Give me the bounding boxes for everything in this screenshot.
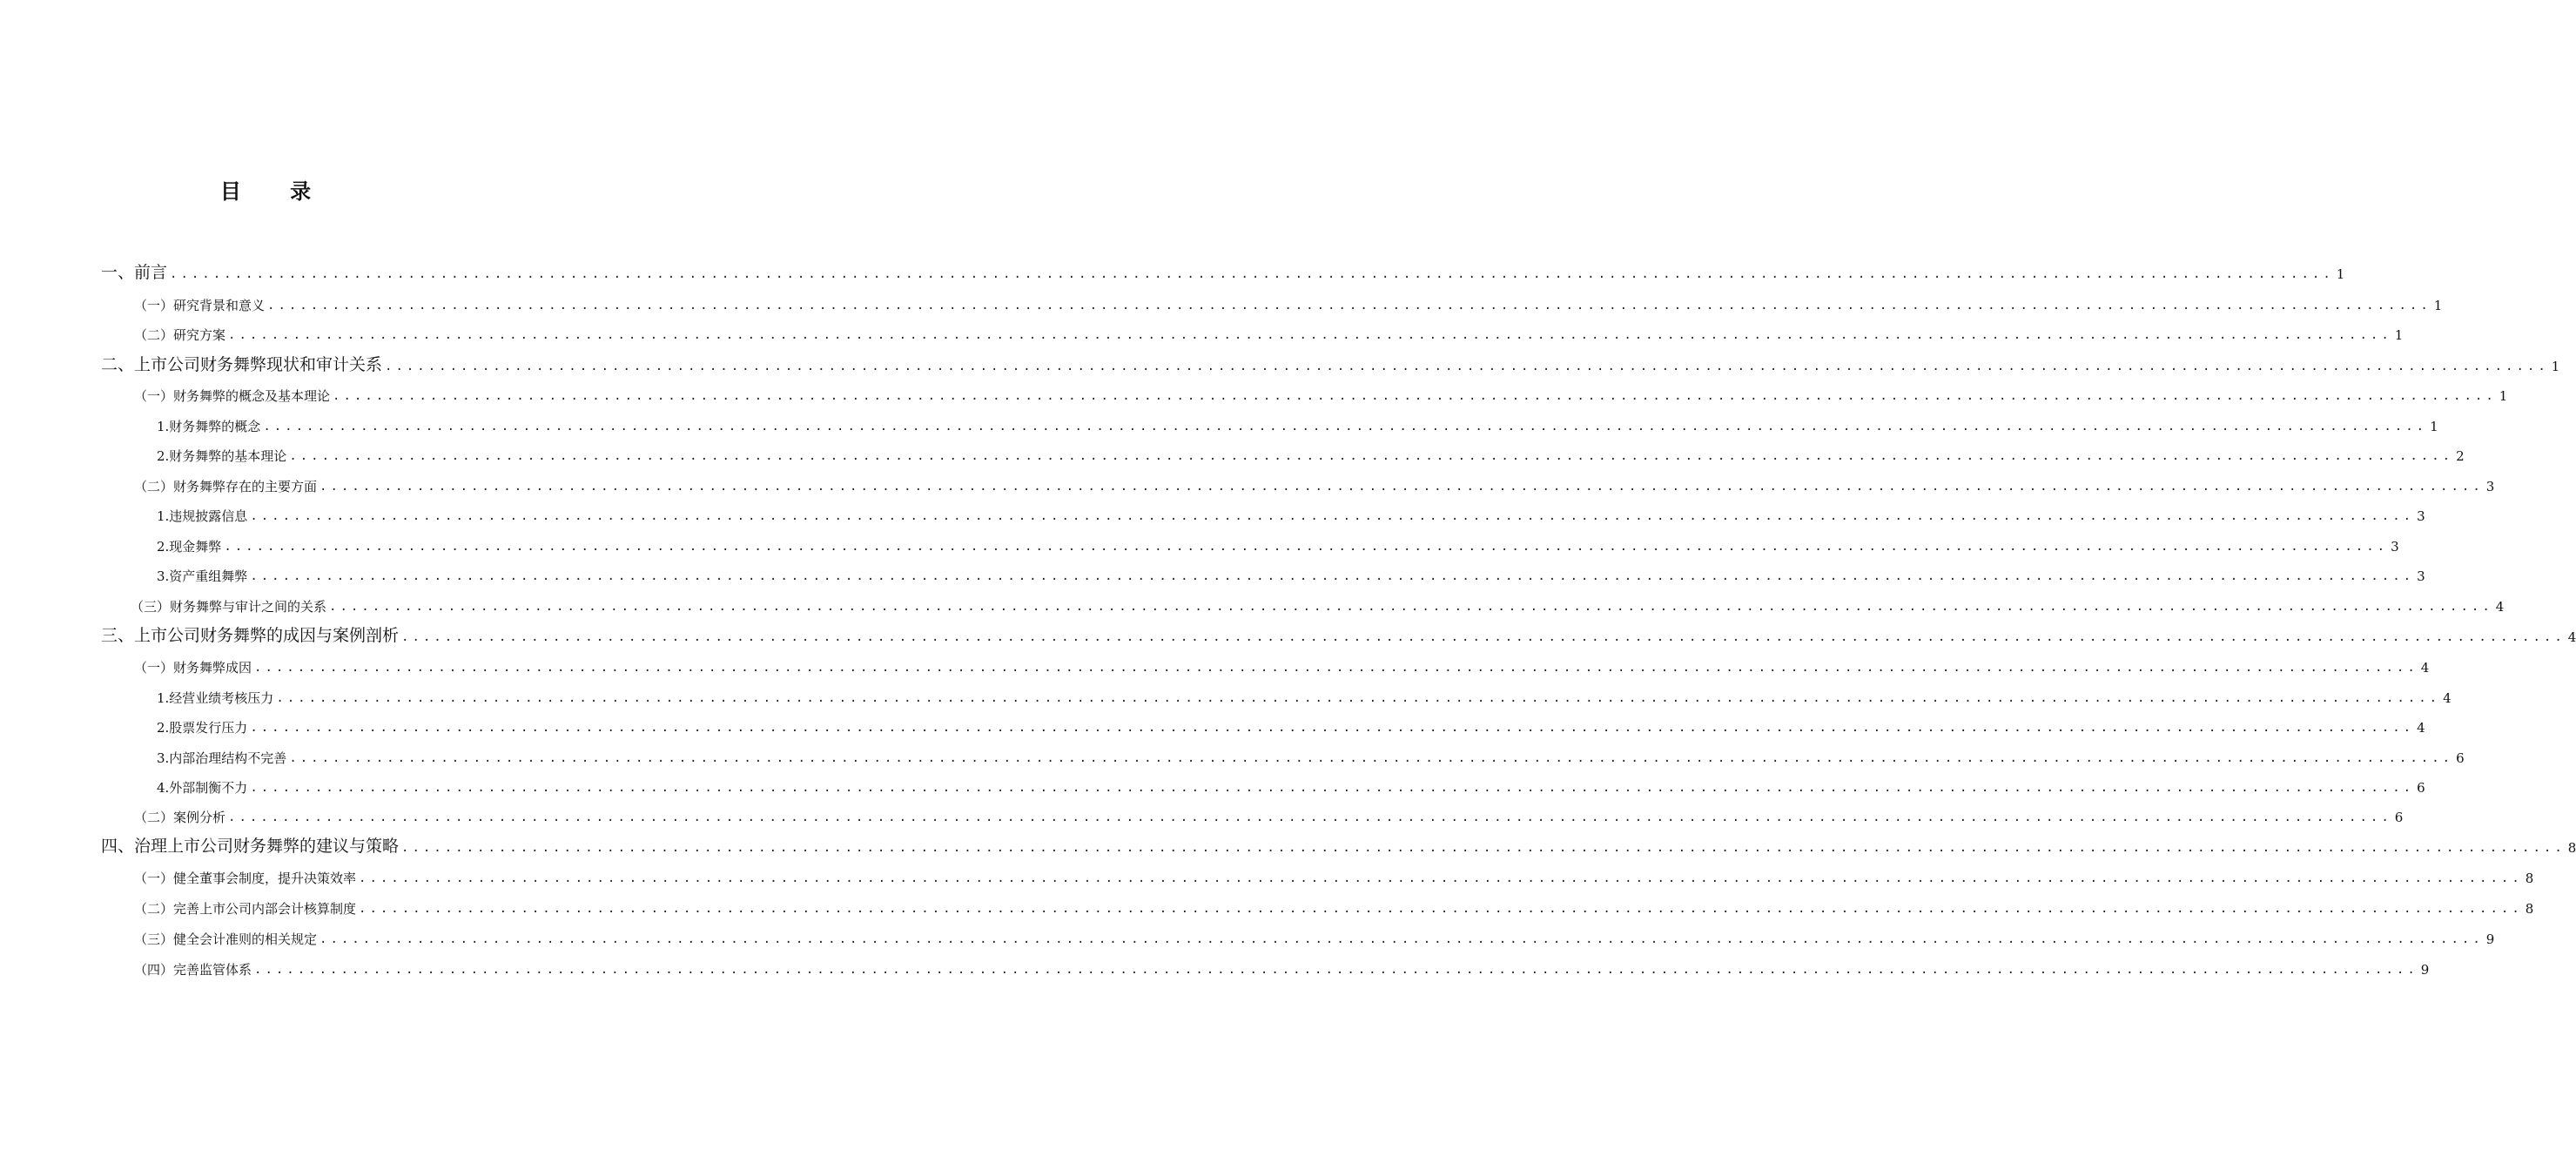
- toc-page-number: 9: [2485, 931, 2495, 947]
- toc-page-number: 1: [2394, 327, 2404, 343]
- toc-dot-leader: ........................................................................................................................................................................................................: [289, 751, 2454, 765]
- toc-entry-title: （一）财务舞弊成因: [134, 660, 252, 676]
- toc-page-number: 8: [2525, 871, 2534, 886]
- toc-entry-title: （二）案例分析: [134, 810, 226, 825]
- toc-page-number: 4: [2417, 720, 2425, 736]
- toc-dot-leader: ........................................................................................................................................................................................................: [319, 932, 2484, 946]
- toc-page-number: 1: [2430, 419, 2438, 434]
- toc-page-number: 3: [2391, 539, 2399, 555]
- toc-entry-title: 1.违规披露信息: [157, 508, 248, 524]
- toc-entry-title: 2.财务舞弊的基本理论: [157, 448, 287, 464]
- toc-entry[interactable]: [101, 256, 2345, 282]
- toc-page-number: 3: [2417, 508, 2425, 524]
- toc-page-number: 1: [2551, 359, 2560, 374]
- toc-page-number: 4: [2567, 629, 2576, 645]
- toc-dot-leader: ........................................................................................................................................................................................................: [401, 630, 2566, 644]
- toc-entry[interactable]: [134, 649, 2430, 676]
- toc-entry-title: （三）财务舞弊与审计之间的关系: [131, 599, 327, 615]
- toc-entry[interactable]: [157, 528, 2399, 555]
- toc-dot-leader: ........................................................................................................................................................................................................: [401, 841, 2566, 855]
- toc-dot-leader: ........................................................................................................................................................................................................: [228, 328, 2392, 342]
- toc-entry[interactable]: [101, 619, 2576, 645]
- toc-page-number: 1: [2336, 266, 2345, 282]
- toc-dot-leader: ........................................................................................................................................................................................................: [250, 781, 2415, 795]
- toc-dot-leader: ........................................................................................................................................................................................................: [263, 420, 2428, 434]
- toc-dot-leader: ........................................................................................................................................................................................................: [359, 871, 2523, 885]
- toc-page-number: 8: [2567, 840, 2576, 856]
- toc-entry[interactable]: [134, 860, 2534, 886]
- toc-dot-leader: ........................................................................................................................................................................................................: [359, 902, 2523, 916]
- toc-entry[interactable]: [157, 709, 2425, 736]
- toc-entry-title: 2.现金舞弊: [157, 539, 222, 555]
- toc-dot-leader: ........................................................................................................................................................................................................: [250, 721, 2415, 735]
- toc-entry-title: 3.资产重组舞弊: [157, 568, 248, 584]
- toc-entry-title: 三、上市公司财务舞弊的成因与案例剖析: [101, 626, 400, 645]
- toc-entry[interactable]: [134, 891, 2534, 917]
- toc-dot-leader: ........................................................................................................................................................................................................: [250, 509, 2415, 523]
- toc-page-number: 3: [2417, 568, 2425, 584]
- toc-entry-title: 4.外部制衡不力: [157, 780, 248, 796]
- toc-entry[interactable]: [134, 317, 2404, 343]
- toc-page-number: 6: [2417, 780, 2425, 796]
- toc-entry-title: 一、前言: [101, 263, 168, 282]
- toc-entry-title: （二）财务舞弊存在的主要方面: [134, 479, 318, 494]
- toc-page-number: 6: [2456, 750, 2465, 766]
- toc-page-number: 6: [2394, 810, 2404, 825]
- toc-entry-title: （一）研究背景和意义: [134, 298, 266, 313]
- toc-dot-leader: ........................................................................................................................................................................................................: [319, 480, 2484, 494]
- toc-dot-leader: ........................................................................................................................................................................................................: [333, 389, 2497, 403]
- toc-entry-title: 四、治理上市公司财务舞弊的建议与策略: [101, 837, 400, 856]
- toc-page-number: 4: [2495, 599, 2505, 615]
- toc-page-number: 1: [2499, 388, 2508, 404]
- toc-entry[interactable]: [101, 830, 2576, 856]
- toc-entry[interactable]: [134, 799, 2404, 825]
- toc-entry[interactable]: [157, 498, 2425, 524]
- toc-dot-leader: ........................................................................................................................................................................................................: [267, 299, 2431, 313]
- toc-entry[interactable]: [157, 740, 2465, 766]
- toc-page-number: 3: [2485, 479, 2495, 494]
- toc-entry-title: 1.经营业绩考核压力: [157, 690, 274, 706]
- toc-page-number: 4: [2443, 690, 2452, 706]
- toc-dot-leader: ........................................................................................................................................................................................................: [224, 540, 2389, 554]
- toc-dot-leader: ........................................................................................................................................................................................................: [254, 963, 2418, 977]
- toc-entry-title: （四）完善监管体系: [134, 962, 252, 978]
- toc-page-number: 4: [2420, 660, 2430, 676]
- toc-entry-title: 3.内部治理结构不完善: [157, 750, 287, 766]
- toc-entry-title: （二）完善上市公司内部会计核算制度: [134, 901, 357, 917]
- toc-entry[interactable]: [101, 348, 2560, 374]
- toc-dot-leader: ........................................................................................................................................................................................................: [276, 691, 2441, 705]
- toc-dot-leader: ........................................................................................................................................................................................................: [170, 267, 2334, 281]
- toc-entry-title: 1.财务舞弊的概念: [157, 419, 261, 434]
- toc-entry[interactable]: [134, 468, 2495, 494]
- toc-dot-leader: ........................................................................................................................................................................................................: [289, 449, 2454, 463]
- toc-entry[interactable]: [134, 921, 2495, 947]
- toc-dot-leader: ........................................................................................................................................................................................................: [254, 661, 2418, 675]
- toc-entry[interactable]: [157, 680, 2452, 706]
- toc-entry-title: （三）健全会计准则的相关规定: [134, 931, 318, 947]
- toc-page-number: 1: [2433, 298, 2443, 313]
- toc-entry[interactable]: [157, 438, 2465, 464]
- toc-entry[interactable]: [157, 558, 2425, 584]
- toc-dot-leader: ........................................................................................................................................................................................................: [329, 600, 2493, 614]
- toc-page-number: 8: [2525, 901, 2534, 917]
- toc-entry-title: （一）健全董事会制度，提升决策效率: [134, 871, 357, 886]
- toc-page-number: 2: [2456, 448, 2465, 464]
- toc-entry-title: （二）研究方案: [134, 327, 226, 343]
- toc-entry[interactable]: [134, 378, 2508, 404]
- page-title: 目 录: [219, 179, 333, 204]
- toc-entry[interactable]: [134, 287, 2443, 313]
- toc-page-number: 9: [2420, 962, 2430, 978]
- toc-entry[interactable]: [157, 408, 2438, 434]
- toc-entry-title: 2.股票发行压力: [157, 720, 248, 736]
- toc-entry[interactable]: [157, 770, 2425, 796]
- toc-dot-leader: ........................................................................................................................................................................................................: [228, 810, 2392, 824]
- toc-entry-title: （一）财务舞弊的概念及基本理论: [134, 388, 331, 404]
- toc-dot-leader: ........................................................................................................................................................................................................: [250, 569, 2415, 583]
- toc-entry-title: 二、上市公司财务舞弊现状和审计关系: [101, 355, 383, 374]
- toc-entry[interactable]: [134, 951, 2430, 978]
- toc-dot-leader: ........................................................................................................................................................................................................: [385, 360, 2549, 373]
- toc-entry[interactable]: [131, 588, 2505, 615]
